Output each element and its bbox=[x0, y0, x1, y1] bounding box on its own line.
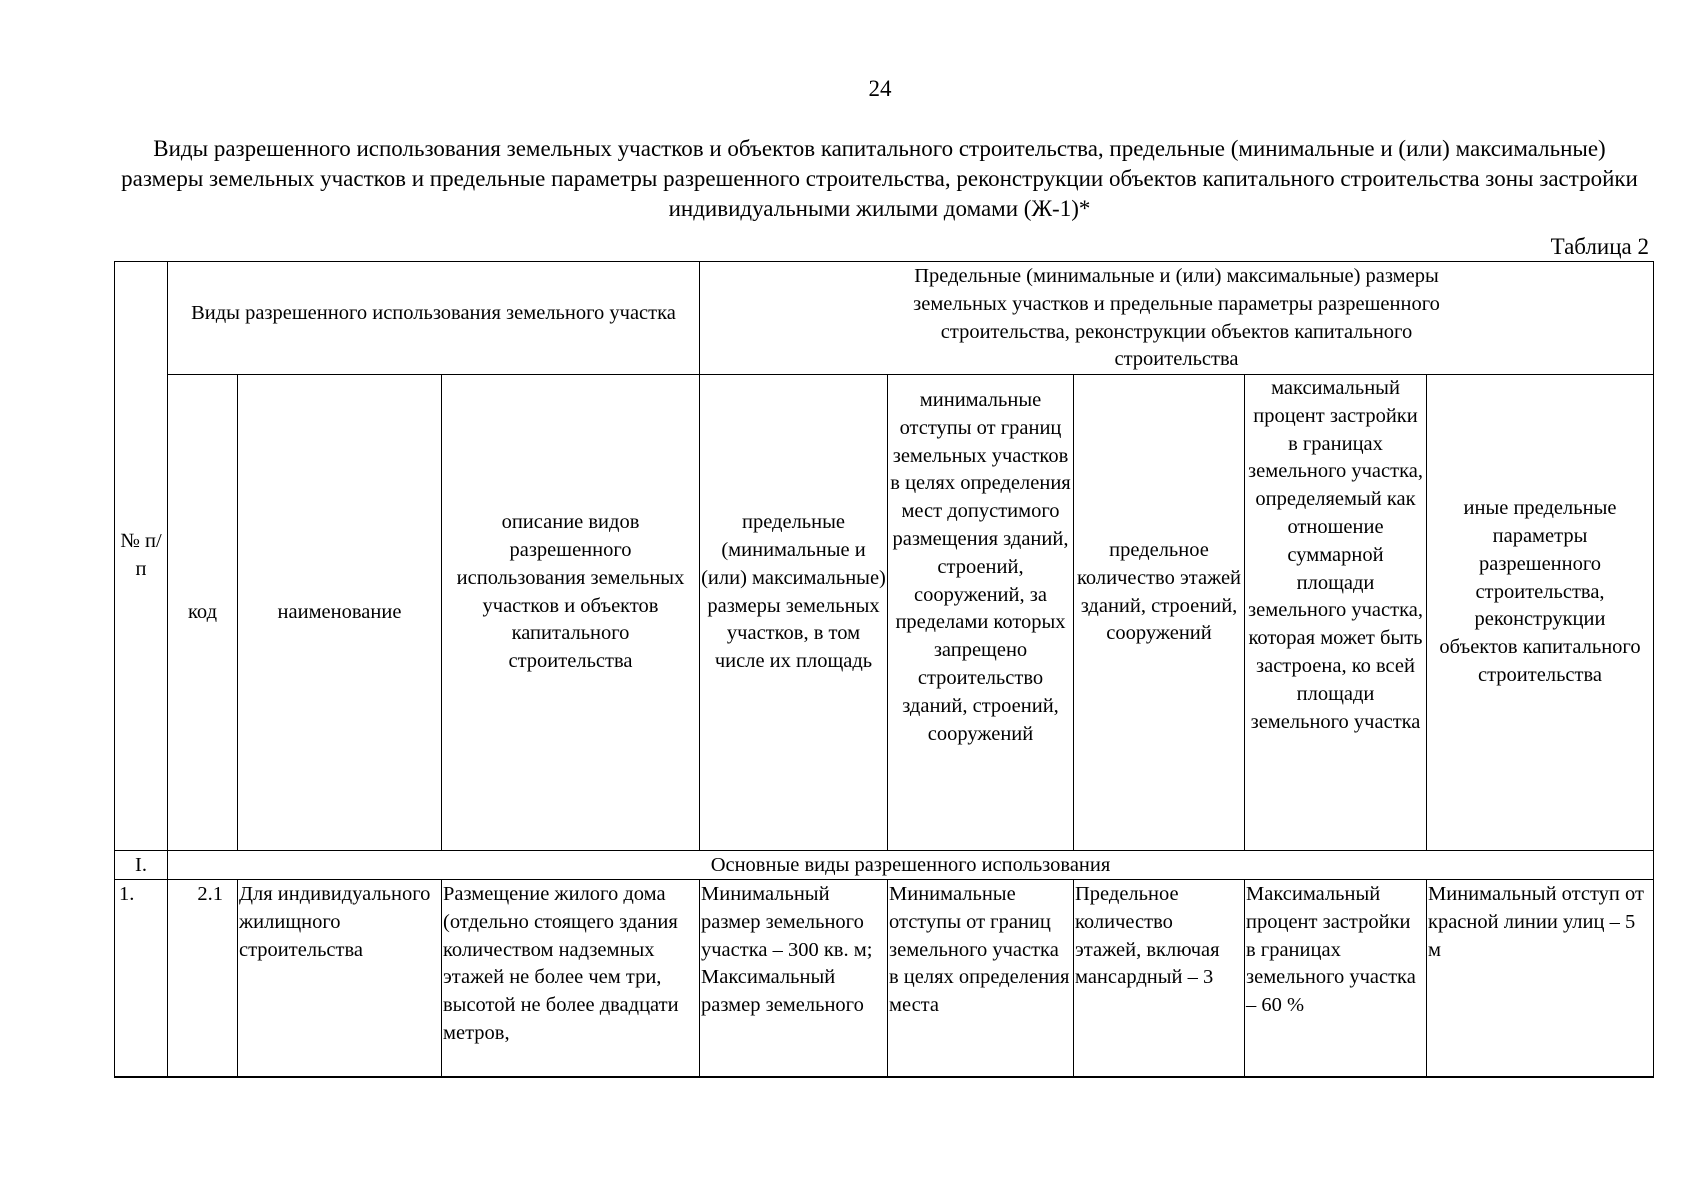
header-group-limit-parameters: Предельные (минимальные и (или) максимальные) размеры земельных участков и предельные параметры разрешенного строительства, реконструкции объектов капитального строительства bbox=[700, 262, 1654, 375]
table-row-coverage: Максимальный процент застройки в границах земельного участка – 60 % bbox=[1245, 880, 1427, 1078]
header-plot-size: предельные (минимальные и (или) максимальные) размеры земельных участков, в том числе их площадь bbox=[700, 375, 888, 851]
table-row-plot-size: Минимальный размер земельного участка – 300 кв. м; Максимальный размер земельного bbox=[700, 880, 888, 1078]
header-other-parameters: иные предельные параметры разрешенного строительства, реконструкции объектов капитального строительства bbox=[1427, 375, 1654, 851]
header-setbacks: минимальные отступы от границ земельных участков в целях определения мест допустимого размещения зданий, строений, сооружений, за пределами которых запрещено строительство зданий, строений, сооружений bbox=[888, 375, 1074, 851]
zoning-table bbox=[114, 261, 1654, 1078]
section-title: Основные виды разрешенного использования bbox=[168, 851, 1654, 880]
header-row-number: № п/п bbox=[115, 262, 168, 851]
table-row-description: Размещение жилого дома (отдельно стоящего здания количеством надземных этажей не более чем три, высотой не более двадцати метров, bbox=[442, 880, 700, 1078]
header-description: описание видов разрешенного использования земельных участков и объектов капитального строительства bbox=[442, 375, 700, 851]
header-floor-count: предельное количество этажей зданий, строений, сооружений bbox=[1074, 375, 1245, 851]
header-code: код bbox=[168, 375, 238, 851]
table-row-code: 2.1 bbox=[168, 880, 238, 1078]
table-row-other-parameters: Минимальный отступ от красной линии улиц – 5 м bbox=[1427, 880, 1654, 1078]
table-label: Таблица 2 bbox=[1550, 234, 1649, 259]
page-number: 24 bbox=[868, 76, 892, 101]
document-title: Виды разрешенного использования земельных участков и объектов капитального строительства, предельные (минимальные и (или) максимальные) размеры земельных участков и предельные параметры разрешенного строительства, реконструкции объектов капитального строительства зоны застройки индивидуальными жилыми домами (Ж-1)* bbox=[121, 136, 1638, 221]
table-row-name: Для индивидуального жилищного строительства bbox=[238, 880, 442, 1078]
section-number: I. bbox=[115, 851, 168, 880]
header-name: наименование bbox=[238, 375, 442, 851]
table-row-floor-count: Предельное количество этажей, включая мансардный – 3 bbox=[1074, 880, 1245, 1078]
header-coverage: максимальный процент застройки в границах земельного участка, определяемый как отношение суммарной площади земельного участка, которая может быть застроена, ко всей площади земельного участка bbox=[1245, 375, 1427, 851]
table-row-number: 1. bbox=[115, 880, 168, 1078]
table-row-setbacks: Минимальные отступы от границ земельного участка в целях определения места bbox=[888, 880, 1074, 1078]
header-group-permitted-use: Виды разрешенного использования земельного участка bbox=[168, 262, 700, 375]
